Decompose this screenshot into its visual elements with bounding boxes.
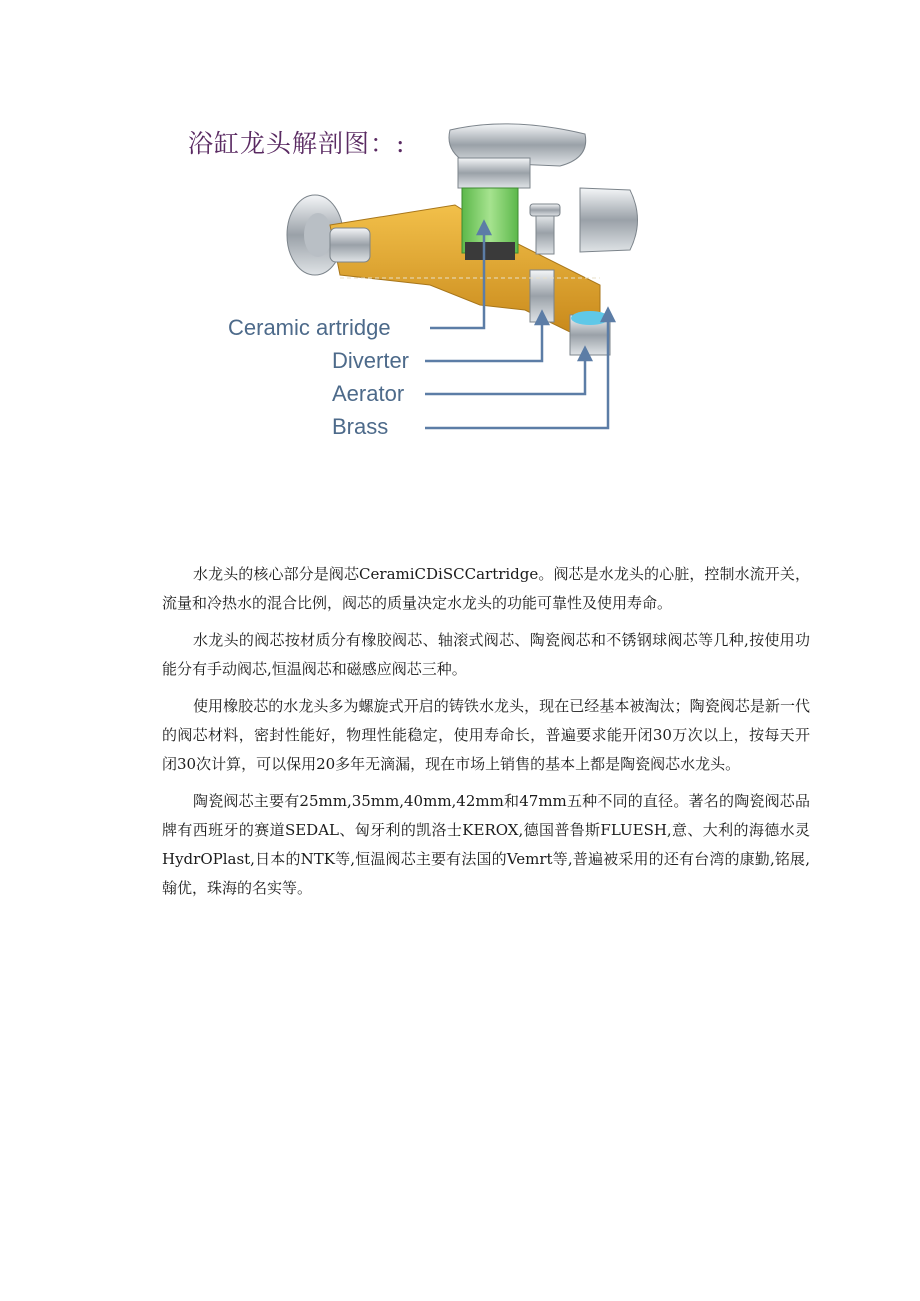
label-ceramic-cartridge: Ceramic artridge	[228, 315, 391, 340]
faucet-diagram	[180, 110, 650, 450]
faucet-cutaway-illustration	[180, 110, 650, 450]
body-text	[162, 560, 810, 911]
paragraph-cartridge-types: 水龙头的阀芯按材质分有橡胶阀芯、轴滚式阀芯、陶瓷阀芯和不锈钢球阀芯等几种,按使用功能分有手动阀芯,恒温阀芯和磁感应阀芯三种。	[162, 631, 810, 678]
right-flange	[580, 188, 638, 252]
label-aerator: Aerator	[332, 381, 405, 406]
paragraph-cartridge-intro: 水龙头的核心部分是阀芯CeramiCDiSCCartridge。阀芯是水龙头的心脏，控制水流开关，流量和冷热水的混合比例，阀芯的质量决定水龙头的功能可靠性及使用寿命。	[162, 565, 810, 612]
paragraph-brands: 陶瓷阀芯主要有25mm,35mm,40mm,42mm和47mm五种不同的直径。著名的陶瓷阀芯品牌有西班牙的赛道SEDAL、匈牙利的凯洛士KEROX,德国普鲁斯FLUESH,意、大利的海德水灵HydrOPlast,日本的NTK等,恒温阀芯主要有法国的Vemrt等,普遍被采用的还有台湾的康勤,铭展,翰优，珠海的名实等。	[162, 792, 810, 897]
label-brass: Brass	[332, 414, 389, 439]
label-diverter: Diverter	[332, 348, 410, 373]
paragraph-ceramic-advantages: 使用橡胶芯的水龙头多为螺旋式开启的铸铁水龙头，现在已经基本被淘汰；陶瓷阀芯是新一代的阀芯材料，密封性能好，物理性能稳定，使用寿命长，普遍要求能开闭30万次以上，按每天开闭30次计算，可以保用20多年无滴漏，现在市场上销售的基本上都是陶瓷阀芯水龙头。	[162, 697, 810, 773]
figure-title: 浴缸龙头解剖图：:	[188, 129, 406, 158]
